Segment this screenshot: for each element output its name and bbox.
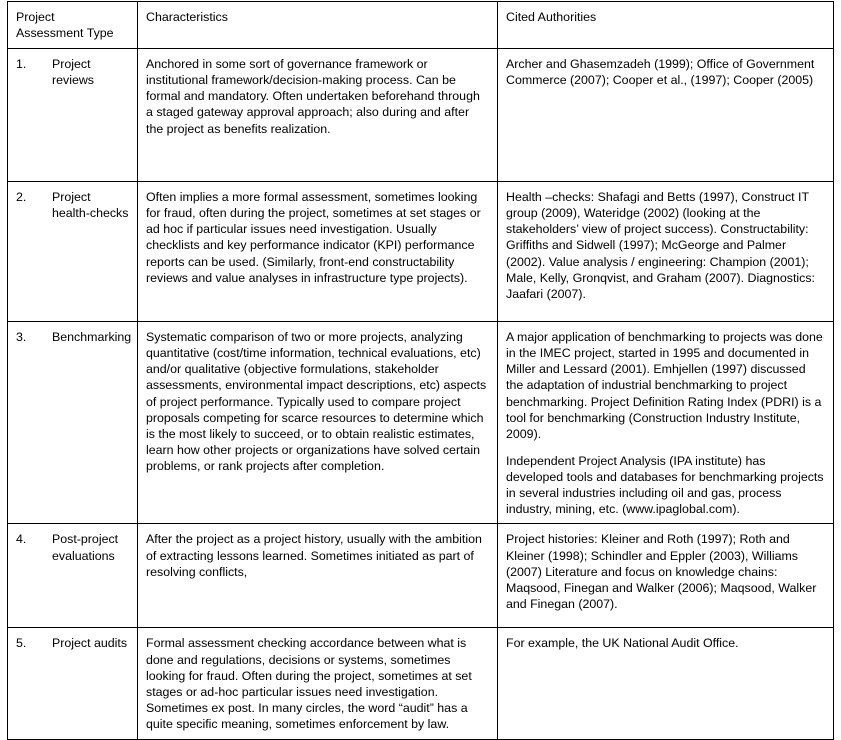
cell-characteristics bbox=[138, 49, 498, 182]
characteristics-text: Systematic comparison of two or more projects, analyzing quantitative (cost/time information, technical evaluations, etc) and/or qualitative (objective formulations, stakeholder assessments, environmental impact descriptions, etc) aspects of project performance. Typically used to compare project proposals competing for scarce resources to determine which is the most likely to succeed, or to obtain realistic estimates, learn how other projects or organizations have solved certain problems, or rank projects after completion. bbox=[146, 330, 487, 473]
cell-cited-authorities bbox=[498, 524, 834, 628]
row-number: 2. bbox=[16, 190, 27, 204]
cell-cited-authorities bbox=[498, 182, 834, 322]
row-number: 5. bbox=[16, 636, 27, 651]
cell-characteristics bbox=[138, 524, 498, 628]
table-row bbox=[8, 182, 834, 322]
cell-cited-authorities bbox=[498, 49, 834, 182]
table-row bbox=[8, 524, 834, 628]
characteristics-text: Anchored in some sort of governance framework or institutional framework/decision-making process. Can be formal and mandatory. Often undertaken beforehand through a staged gateway approval approach; also during and after the project as benefits realization. bbox=[146, 57, 480, 136]
characteristics-text: After the project as a project history, usually with the ambition of extracting lessons learned. Sometimes initiated as part of resolving conflicts, bbox=[146, 532, 482, 579]
row-number: 4. bbox=[16, 532, 27, 547]
column-header-characteristics: Characteristics bbox=[138, 2, 498, 49]
cited-authorities-paragraph: Project histories: Kleiner and Roth (1997); Roth and Kleiner (1998); Schindler and Eppler (2003), Williams (2007) Literature and focus on knowledge chains: Maqsood, Finegan and Walker (2006); Maqsood, Walker and Finegan (2007). bbox=[506, 532, 817, 611]
column-header-assessment-type-line2: Assessment Type bbox=[16, 26, 114, 41]
assessment-type-label: Project reviews bbox=[52, 57, 94, 88]
assessment-type-label: Post-project evaluations bbox=[52, 532, 119, 563]
cell-cited-authorities bbox=[498, 628, 834, 740]
cell-characteristics bbox=[138, 182, 498, 322]
cell-assessment-type bbox=[8, 524, 138, 628]
cited-authorities-paragraph: Independent Project Analysis (IPA institute) has developed tools and databases for benchmarking projects in several industries including oil and gas, process industry, mining, etc. (www.ipaglobal.com). bbox=[506, 453, 824, 517]
cell-characteristics bbox=[138, 322, 498, 524]
cited-authorities-paragraph: Archer and Ghasemzadeh (1999); Office of Government Commerce (2007); Cooper et al., (1997); Cooper (2005) bbox=[506, 57, 815, 88]
assessment-type-label: Benchmarking bbox=[52, 330, 132, 344]
column-header-assessment-type bbox=[8, 2, 138, 49]
assessment-type-label: Project audits bbox=[52, 636, 128, 651]
cell-assessment-type bbox=[8, 182, 138, 322]
row-number: 1. bbox=[16, 57, 27, 71]
characteristics-text: Often implies a more formal assessment, sometimes looking for fraud, often during the project, sometimes at set stages or ad hoc if particular issues need investigation. Usually checklists and key performance indicator (KPI) performance reports can be used. (Similarly, front-end constructability reviews and value analyses in infrastructure type projects). bbox=[146, 190, 481, 285]
column-header-assessment-type-line1: Project bbox=[16, 10, 55, 24]
table-header-row bbox=[8, 2, 834, 49]
cell-assessment-type bbox=[8, 49, 138, 182]
characteristics-text: Formal assessment checking accordance between what is done and regulations, decisions or systems, sometimes looking for fraud. Often during the project, sometimes at set stages or ad-hoc particular issues need investigation. Sometimes ex post. In many circles, the word “audit” has a quite specific meaning, sometimes enforcement by law. bbox=[146, 636, 472, 731]
row-number: 3. bbox=[16, 330, 27, 344]
cell-assessment-type bbox=[8, 322, 138, 524]
table-body bbox=[8, 49, 834, 740]
cell-assessment-type bbox=[8, 628, 138, 740]
project-assessment-table bbox=[7, 1, 834, 740]
cited-authorities-paragraph: A major application of benchmarking to projects was done in the IMEC project, started in 1995 and documented in Miller and Lessard (2001). Emhjellen (1997) discussed the adaptation of industrial benchmarking to project benchmarking. Project Definition Rating Index (PDRI) is a tool for benchmarking (Construction Industry Institute, 2009). bbox=[506, 330, 823, 441]
table-row bbox=[8, 628, 834, 740]
cited-authorities-paragraph: For example, the UK National Audit Office. bbox=[506, 636, 739, 651]
cell-characteristics bbox=[138, 628, 498, 740]
column-header-cited-authorities: Cited Authorities bbox=[498, 2, 834, 49]
cited-authorities-paragraph: Health –checks: Shafagi and Betts (1997), Construct IT group (2009), Wateridge (2002) (looking at the stakeholders’ view of project success). Constructability: Griffiths and Sidwell (1997); McGeorge and Palmer (2002). Value analysis / engineering: Champion (2001); Male, Kelly, Gronqvist, and Graham (2007). Diagnostics: Jaafari (2007). bbox=[506, 190, 815, 301]
cell-cited-authorities bbox=[498, 322, 834, 524]
table-row bbox=[8, 322, 834, 524]
assessment-type-label: Project health-checks bbox=[52, 190, 129, 221]
table-header bbox=[8, 2, 834, 49]
table-row bbox=[8, 49, 834, 182]
